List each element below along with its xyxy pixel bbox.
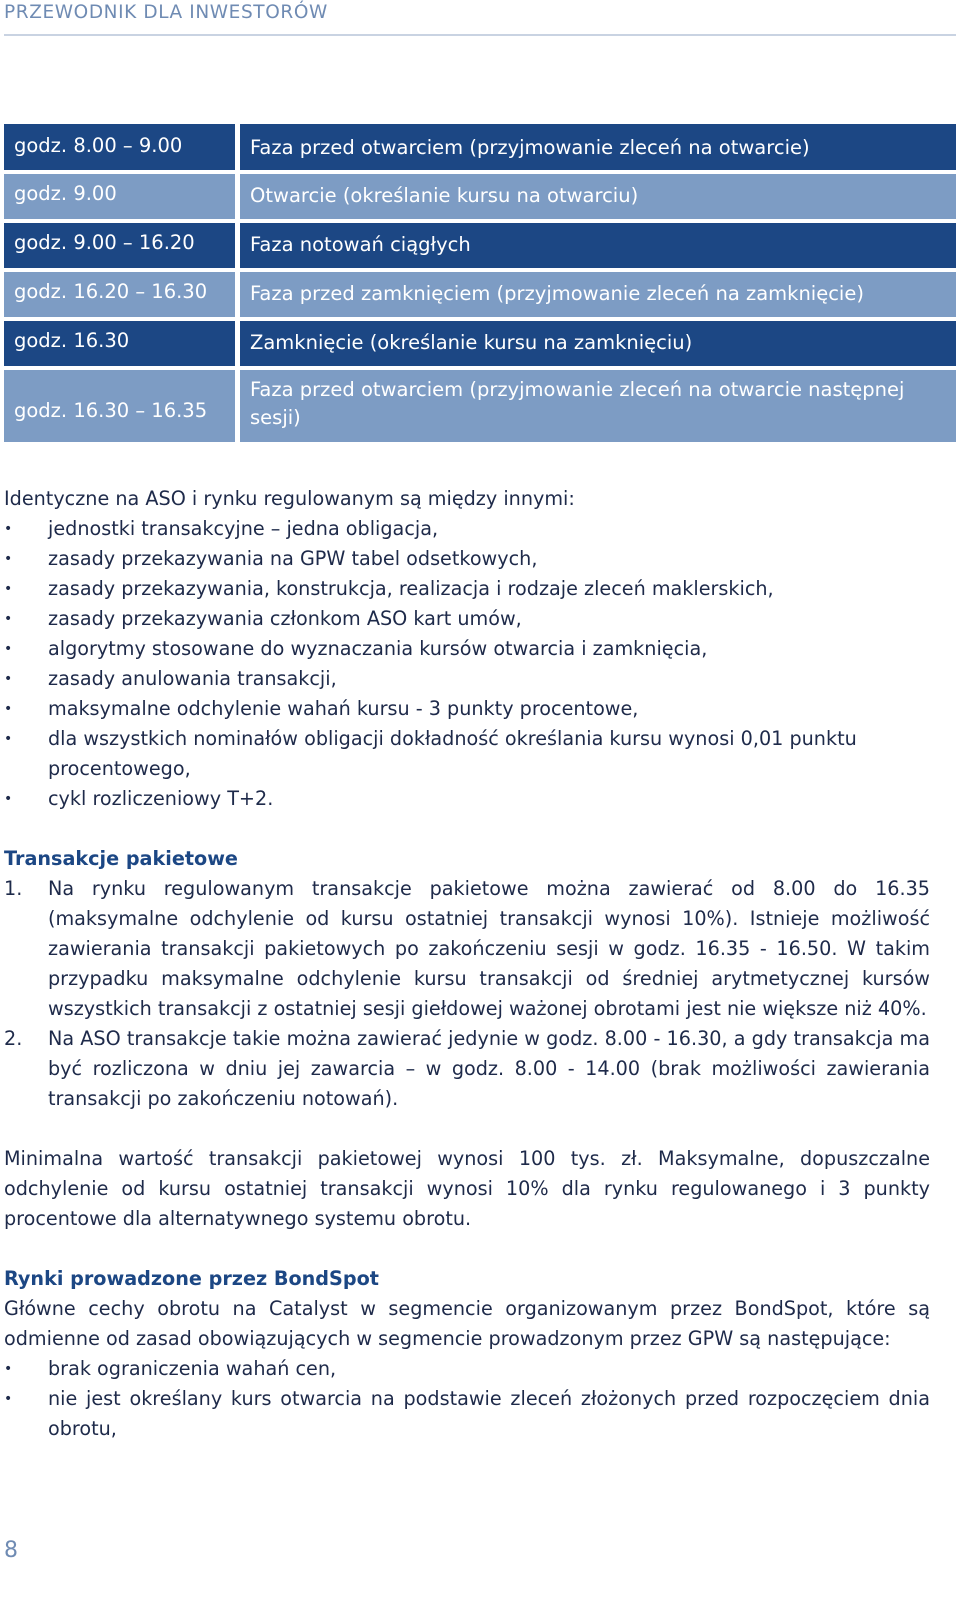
bondspot-heading: Rynki prowadzone przez BondSpot xyxy=(4,1267,379,1290)
session-schedule-table xyxy=(4,124,956,446)
item-number: 1. xyxy=(4,877,23,900)
aso-intro: Identyczne na ASO i rynku regulowanym są między innymi: xyxy=(4,487,575,510)
block-trades-minimum: Minimalna wartość transakcji pakietowej wynosi 100 tys. zł. Maksymalne, dopuszczalne odchylenie od kursu ostatniej transakcji wynosi 10% dla rynku regulowanego i 3 punkty procentowe dla alternatywnego systemu obrotu. xyxy=(4,1147,930,1230)
list-item: • jednostki transakcyjne – jedna obligacja, xyxy=(4,514,930,544)
schedule-time: godz. 16.20 – 16.30 xyxy=(4,272,235,317)
schedule-desc: Faza przed zamknięciem (przyjmowanie zleceń na zamknięcie) xyxy=(240,272,956,317)
schedule-row xyxy=(4,272,956,317)
schedule-desc: Faza przed otwarciem (przyjmowanie zleceń na otwarcie) xyxy=(240,124,956,170)
spacer xyxy=(4,1114,930,1144)
spacer xyxy=(4,814,930,844)
schedule-time: godz. 9.00 – 16.20 xyxy=(4,223,235,268)
block-trades-heading: Transakcje pakietowe xyxy=(4,847,238,870)
spacer xyxy=(4,1234,930,1264)
aso-list xyxy=(4,514,930,814)
bondspot-intro: Główne cechy obrotu na Catalyst w segmencie organizowanym przez BondSpot, które są odmienne od zasad obowiązujących w segmencie prowadzonym przez GPW są następujące: xyxy=(4,1297,930,1350)
list-item: • algorytmy stosowane do wyznaczania kursów otwarcia i zamknięcia, xyxy=(4,634,930,664)
numbered-item xyxy=(4,874,930,1024)
block-trades-list xyxy=(4,874,930,1114)
list-item: • nie jest określany kurs otwarcia na podstawie zleceń złożonych przed rozpoczęciem dnia obrotu, xyxy=(4,1384,930,1444)
list-item: • zasady przekazywania członkom ASO kart umów, xyxy=(4,604,930,634)
page-header xyxy=(4,0,956,36)
schedule-row xyxy=(4,370,956,442)
schedule-row xyxy=(4,223,956,268)
bondspot-list xyxy=(4,1354,930,1444)
list-item: • cykl rozliczeniowy T+2. xyxy=(4,784,930,814)
schedule-time: godz. 16.30 – 16.35 xyxy=(4,370,235,442)
schedule-row xyxy=(4,124,956,170)
schedule-time: godz. 9.00 xyxy=(4,174,235,219)
item-text: Na rynku regulowanym transakcje pakietowe można zawierać od 8.00 do 16.35 (maksymalne odchylenie od kursu ostatniej transakcji wynosi 10%). Istnieje możliwość zawierania transakcji pakietowych po zakończeniu sesji w godz. 16.35 - 16.50. W takim przypadku maksymalne odchylenie kursu transakcji od średniej arytmetycznej kursów wszystkich transakcji z ostatniej sesji giełdowej ważonej obrotami jest nie większe niż 40%. xyxy=(48,877,930,1020)
schedule-desc: Faza przed otwarciem (przyjmowanie zleceń na otwarcie następnej sesji) xyxy=(240,370,956,442)
list-item: • brak ograniczenia wahań cen, xyxy=(4,1354,930,1384)
schedule-time: godz. 16.30 xyxy=(4,321,235,366)
numbered-item xyxy=(4,1024,930,1114)
main-content xyxy=(4,484,930,1444)
item-number: 2. xyxy=(4,1027,23,1050)
page-number: 8 xyxy=(4,1538,18,1563)
schedule-desc: Zamknięcie (określanie kursu na zamknięciu) xyxy=(240,321,956,366)
list-item: • maksymalne odchylenie wahań kursu - 3 punkty procentowe, xyxy=(4,694,930,724)
schedule-time: godz. 8.00 – 9.00 xyxy=(4,124,235,170)
schedule-desc: Otwarcie (określanie kursu na otwarciu) xyxy=(240,174,956,219)
schedule-row xyxy=(4,321,956,366)
schedule-desc: Faza notowań ciągłych xyxy=(240,223,956,268)
item-text: Na ASO transakcje takie można zawierać jedynie w godz. 8.00 - 16.30, a gdy transakcja ma być rozliczona w dniu jej zawarcia – w godz. 8.00 - 14.00 (brak możliwości zawierania transakcji po zakończeniu notowań). xyxy=(48,1027,930,1110)
list-item: • zasady anulowania transakcji, xyxy=(4,664,930,694)
list-item: • dla wszystkich nominałów obligacji dokładność określania kursu wynosi 0,01 punktu procentowego, xyxy=(4,724,930,784)
list-item: • zasady przekazywania na GPW tabel odsetkowych, xyxy=(4,544,930,574)
header-title: PRZEWODNIK DLA INWESTORÓW xyxy=(4,2,328,23)
schedule-row xyxy=(4,174,956,219)
list-item: • zasady przekazywania, konstrukcja, realizacja i rodzaje zleceń maklerskich, xyxy=(4,574,930,604)
